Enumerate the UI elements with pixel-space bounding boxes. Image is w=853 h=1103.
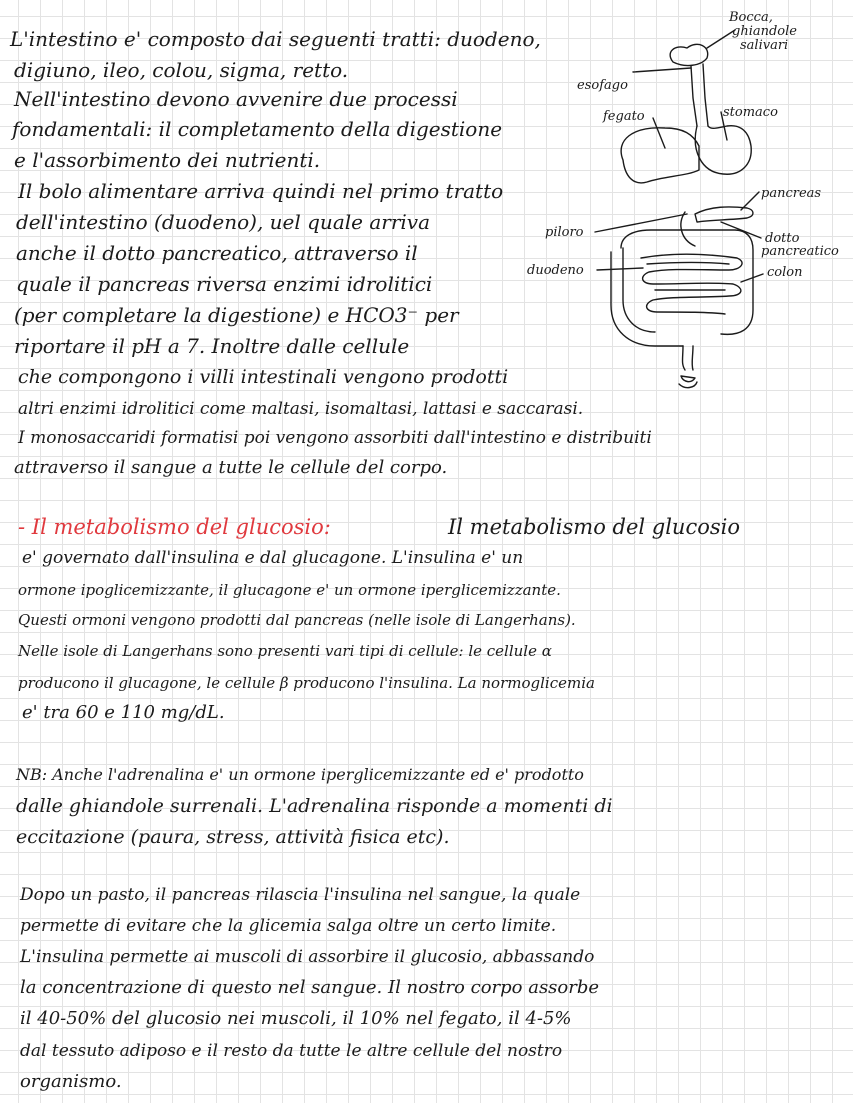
text-line: quale il pancreas riversa enzimi idrolitici: [16, 272, 433, 296]
text-line: digiuno, ileo, colou, sigma, retto.: [14, 58, 349, 82]
text-line: riportare il pH a 7. Inoltre dalle cellule: [14, 334, 410, 358]
text-line: Nell'intestino devono avvenire due processi: [14, 87, 458, 111]
text-line: la concentrazione di questo nel sangue. Il nostro corpo assorbe: [20, 977, 600, 998]
text-line: Dopo un pasto, il pancreas rilascia l'insulina nel sangue, la quale: [20, 885, 581, 905]
label-bocca: salivari: [740, 38, 789, 53]
text-line: Il metabolismo del glucosio: [448, 515, 741, 539]
label-colon: colon: [767, 265, 803, 280]
text-line: NB: Anche l'adrenalina e' un ormone iperglicemizzante ed e' prodotto: [16, 765, 584, 784]
text-line: Nelle isole di Langerhans sono presenti vari tipi di cellule: le cellule α: [18, 642, 552, 660]
label-piloro: piloro: [545, 225, 584, 240]
text-line: Questi ormoni vengono prodotti dal pancreas (nelle isole di Langerhans).: [18, 611, 576, 629]
text-line: e' tra 60 e 110 mg/dL.: [22, 702, 225, 723]
text-line: e' governato dall'insulina e dal glucagone. L'insulina e' un: [22, 548, 524, 568]
text-line: permette di evitare che la glicemia salga oltre un certo limite.: [20, 916, 557, 936]
text-line: eccitazione (paura, stress, attività fisica etc).: [16, 826, 450, 848]
text-line: (per completare la digestione) e HCO3⁻ per: [14, 303, 459, 327]
text-line: dell'intestino (duodeno), uel quale arriva: [16, 210, 430, 234]
text-line: ormone ipoglicemizzante, il glucagone e' un ormone iperglicemizzante.: [18, 581, 561, 599]
text-line: I monosaccaridi formatisi poi vengono assorbiti dall'intestino e distribuiti: [18, 428, 652, 448]
text-line: organismo.: [20, 1071, 122, 1092]
label-fegato: fegato: [603, 109, 645, 124]
text-line: dal tessuto adiposo e il resto da tutte le altre cellule del nostro: [20, 1041, 563, 1061]
text-line: anche il dotto pancreatico, attraverso il: [16, 241, 418, 265]
label-dotto-pancreatico: pancreatico: [761, 244, 839, 259]
text-line: attraverso il sangue a tutte le cellule del corpo.: [14, 457, 448, 478]
text-line: che compongono i villi intestinali vengono prodotti: [18, 366, 509, 388]
label-dotto-pancreatico: dotto: [765, 231, 800, 246]
text-line: fondamentali: il completamento della digestione: [12, 117, 503, 141]
label-pancreas: pancreas: [761, 186, 822, 201]
text-line: L'insulina permette ai muscoli di assorbire il glucosio, abbassando: [20, 947, 595, 967]
text-line: Il bolo alimentare arriva quindi nel primo tratto: [18, 179, 504, 203]
text-line: producono il glucagone, le cellule β producono l'insulina. La normoglicemia: [18, 674, 595, 692]
text-line: e l'assorbimento dei nutrienti.: [14, 148, 321, 172]
digestive-system-diagram: [515, 0, 853, 395]
section-heading: - Il metabolismo del glucosio:: [18, 515, 331, 539]
text-line: dalle ghiandole surrenali. L'adrenalina risponde a momenti di: [16, 795, 613, 817]
label-esofago: esofago: [577, 78, 628, 93]
text-line: L'intestino e' composto dai seguenti tratti: duodeno,: [10, 27, 541, 51]
text-line: altri enzimi idrolitici come maltasi, isomaltasi, lattasi e saccarasi.: [18, 399, 584, 419]
label-duodeno: duodeno: [527, 263, 584, 278]
label-bocca: Bocca,: [729, 10, 773, 25]
label-bocca: ghiandole: [732, 24, 797, 39]
label-stomaco: stomaco: [723, 105, 778, 120]
text-line: il 40-50% del glucosio nei muscoli, il 10% nel fegato, il 4-5%: [20, 1008, 572, 1029]
